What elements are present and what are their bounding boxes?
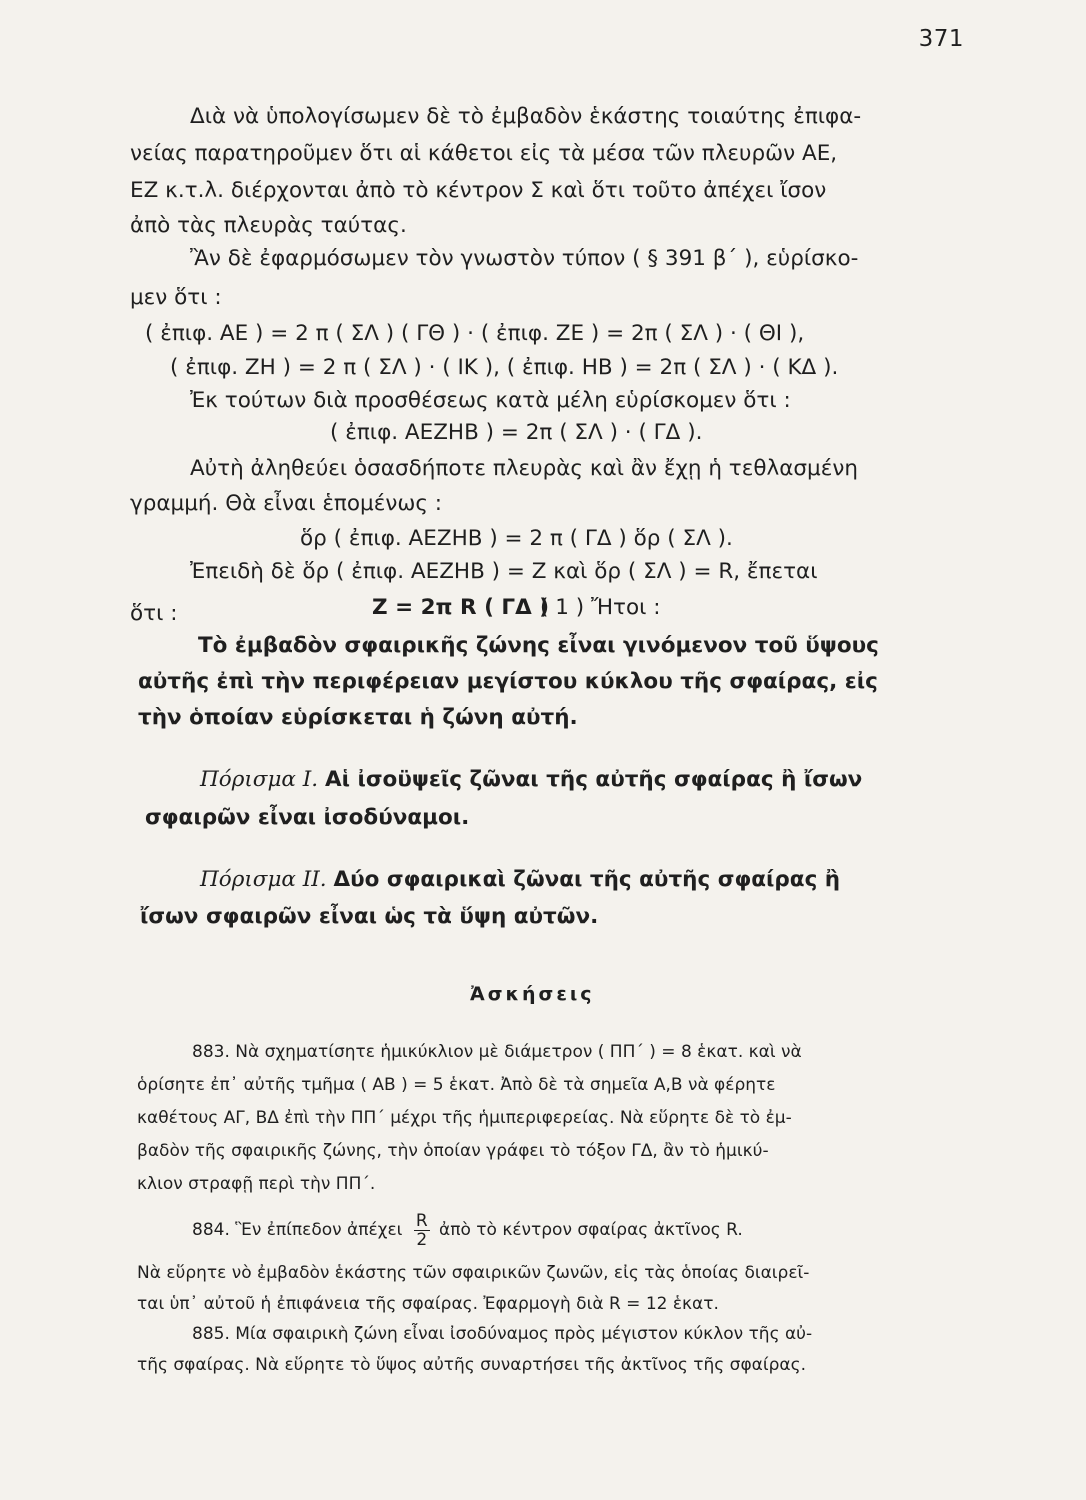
fraction-denominator: 2	[416, 1229, 428, 1250]
exercise-line: ὁρίσητε ἐπ᾽ αὐτῆς τμῆμα ( ΑΒ ) = 5 ἑκατ. Ἀπὸ δὲ τὰ σημεῖα Α,Β νὰ φέρητε	[137, 1075, 776, 1095]
exercise-line: βαδὸν τῆς σφαιρικῆς ζώνης, τὴν ὁποίαν γράφει τὸ τόξον ΓΔ, ἂν τὸ ἡμικύ-	[137, 1141, 769, 1161]
theorem-line: τὴν ὁποίαν εὑρίσκεται ἡ ζώνη αὐτή.	[138, 705, 578, 730]
formula-line: ὅρ ( ἐπιφ. ΑΕΖΗΒ ) = 2 π ( ΓΔ ) ὅρ ( ΣΛ ).	[300, 526, 733, 551]
theorem-line: Τὸ ἐμβαδὸν σφαιρικῆς ζώνης εἶναι γινόμενον τοῦ ὕψους	[198, 633, 879, 658]
text-line: ΕΖ κ.τ.λ. διέρχονται ἀπὸ τὸ κέντρον Σ καὶ ὅτι τοῦτο ἀπέχει ἴσον	[130, 178, 827, 203]
theorem-line: αὐτῆς ἐπὶ τὴν περιφέρειαν μεγίστου κύκλου τῆς σφαίρας, εἰς	[138, 669, 878, 694]
text-line: Ἐπειδὴ δὲ ὅρ ( ἐπιφ. ΑΕΖΗΒ ) = Ζ καὶ ὅρ ( ΣΛ ) = R, ἔπεται	[190, 559, 818, 584]
exercise-line: καθέτους ΑΓ, ΒΔ ἐπὶ τὴν ΠΠ΄ μέχρι τῆς ἡμιπεριφερείας. Νὰ εὕρητε δὲ τὸ ἐμ-	[137, 1108, 792, 1128]
exercise-line: κλιον στραφῇ περὶ τὴν ΠΠ΄.	[137, 1174, 376, 1194]
exercise-line: ται ὑπ᾽ αὐτοῦ ἡ ἐπιφάνεια τῆς σφαίρας. Ἐφαρμογὴ διὰ R = 12 ἑκατ.	[137, 1294, 719, 1314]
exercise-line: τῆς σφαίρας. Νὰ εὕρητε τὸ ὕψος αὐτῆς συναρτήσει τῆς ἀκτῖνος τῆς σφαίρας.	[137, 1355, 807, 1375]
formula-main: Ζ = 2π R ( ΓΔ )	[372, 595, 550, 620]
corollary-text: ἴσων σφαιρῶν εἶναι ὡς τὰ ὕψη αὐτῶν.	[140, 904, 599, 929]
text-line: Ἂν δὲ ἐφαρμόσωμεν τὸν γνωστὸν τύπον ( § 391 β΄ ), εὑρίσκο-	[190, 246, 859, 271]
corollary-text: Αἱ ἰσοϋψεῖς ζῶναι τῆς αὐτῆς σφαίρας ἢ ἴσων	[324, 767, 863, 792]
fraction	[414, 1212, 430, 1249]
exercise-line: 883. Νὰ σχηματίσητε ἡμικύκλιον μὲ διάμετρον ( ΠΠ΄ ) = 8 ἑκατ. καὶ νὰ	[192, 1042, 802, 1062]
corollary-1	[200, 766, 862, 794]
text-line: Διὰ νὰ ὑπολογίσωμεν δὲ τὸ ἐμβαδὸν ἑκάστης τοιαύτης ἐπιφα-	[190, 104, 862, 129]
text-line: γραμμή. Θὰ εἶναι ἑπομένως :	[130, 491, 443, 516]
text-line: ὅτι :	[130, 601, 178, 626]
corollary-2	[200, 866, 840, 894]
page-number: 371	[918, 26, 964, 52]
corollary-label: Πόρισμα Ι.	[200, 767, 319, 792]
formula-label: ( 1 ) Ἤτοι :	[540, 595, 661, 620]
corollary-text: Δύο σφαιρικαὶ ζῶναι τῆς αὐτῆς σφαίρας ἢ	[333, 867, 841, 892]
formula-line: ( ἐπιφ. ΖΗ ) = 2 π ( ΣΛ ) · ( ΙΚ ), ( ἐπιφ. ΗΒ ) = 2π ( ΣΛ ) · ( ΚΔ ).	[170, 355, 839, 380]
exercise-text: ἀπὸ τὸ κέντρον σφαίρας ἀκτῖνος R.	[439, 1220, 743, 1240]
exercise-text: 884. Ἓν ἐπίπεδον ἀπέχει	[192, 1220, 403, 1240]
exercises-heading: Ἀσκήσεις	[470, 983, 595, 1005]
exercise-line: Νὰ εὕρητε νὸ ἐμβαδὸν ἑκάστης τῶν σφαιρικῶν ζωνῶν, εἰς τὰς ὁποίας διαιρεῖ-	[137, 1263, 810, 1283]
text-line: Αὐτὴ ἀληθεύει ὁσασδήποτε πλευρὰς καὶ ἂν ἔχῃ ἡ τεθλασμένη	[190, 456, 858, 481]
text-line: Ἐκ τούτων διὰ προσθέσεως κατὰ μέλη εὑρίσκομεν ὅτι :	[190, 388, 791, 413]
exercise-line: 885. Μία σφαιρικὴ ζώνη εἶναι ἰσοδύναμος πρὸς μέγιστον κύκλον τῆς αὐ-	[192, 1324, 813, 1344]
formula-line: ( ἐπιφ. ΑΕΖΗΒ ) = 2π ( ΣΛ ) · ( ΓΔ ).	[330, 420, 703, 445]
fraction-numerator: R	[415, 1210, 428, 1231]
text-line: μεν ὅτι :	[130, 285, 222, 310]
text-line: νείας παρατηροῦμεν ὅτι αἱ κάθετοι εἰς τὰ μέσα τῶν πλευρῶν ΑΕ,	[130, 141, 838, 166]
exercise-884-first-line	[192, 1210, 743, 1250]
text-line: ἀπὸ τὰς πλευρὰς ταύτας.	[130, 213, 407, 238]
corollary-text: σφαιρῶν εἶναι ἰσοδύναμοι.	[145, 805, 470, 830]
formula-line: ( ἐπιφ. ΑΕ ) = 2 π ( ΣΛ ) ( ΓΘ ) · ( ἐπιφ. ΖΕ ) = 2π ( ΣΛ ) · ( ΘΙ ),	[145, 321, 805, 346]
corollary-label: Πόρισμα ΙΙ.	[200, 867, 327, 892]
